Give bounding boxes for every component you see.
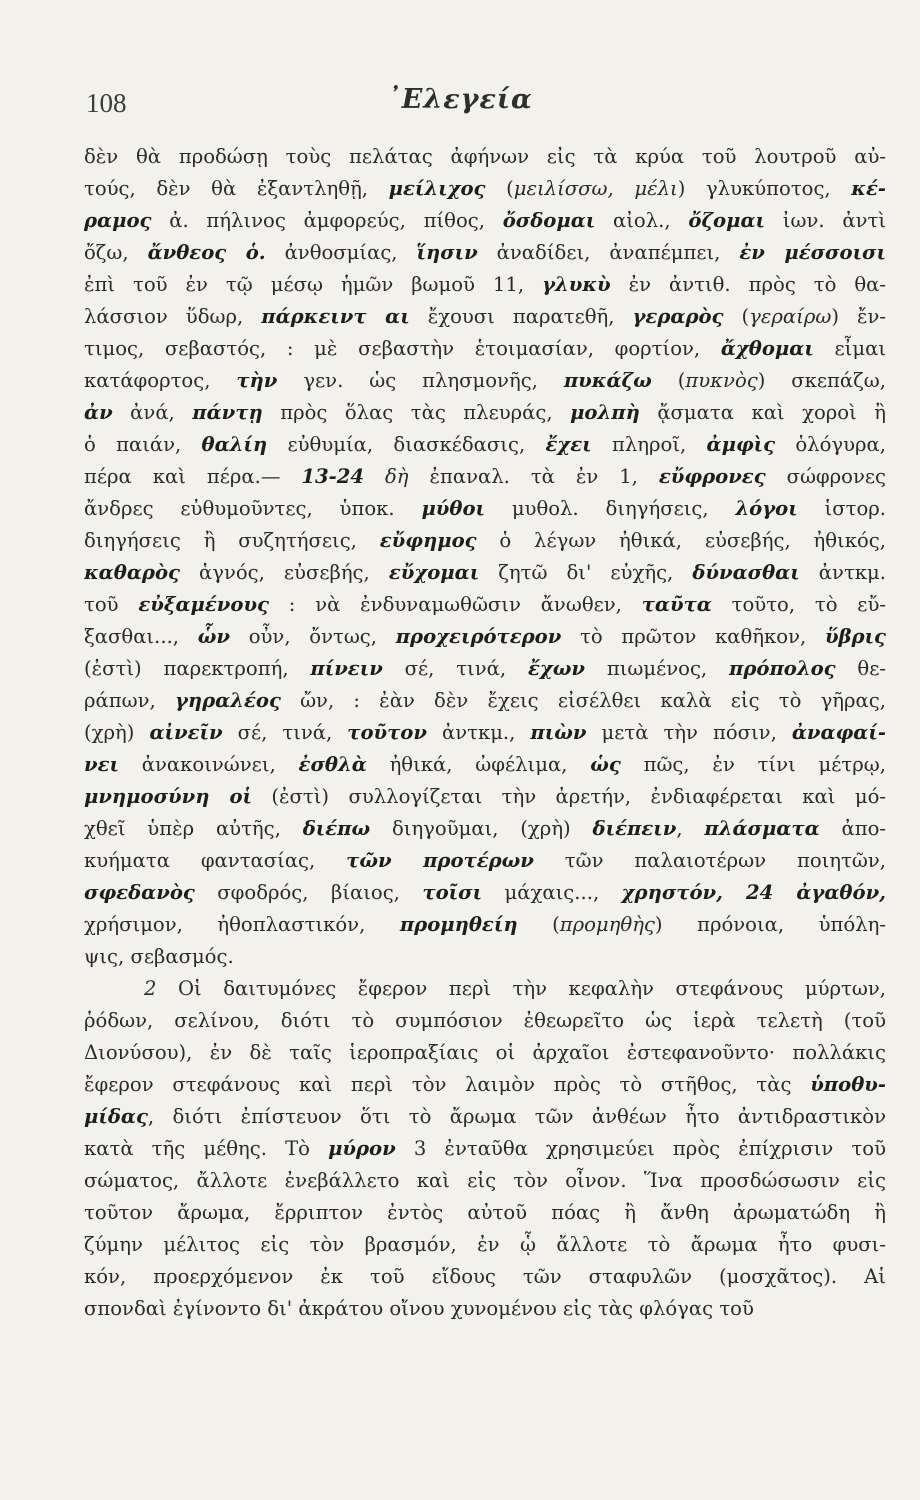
gloss-text: ) σκεπάζω, <box>757 369 886 392</box>
lemma-term: ὕβρις <box>824 625 886 648</box>
gloss-text: θε- <box>835 657 886 680</box>
lemma-term: χρηστόν, 24 ἀγαθόν, <box>621 881 886 904</box>
gloss-text: ( <box>651 369 686 392</box>
lemma-term: ἀν <box>84 401 113 424</box>
gloss-text: τῶν παλαιοτέρων ποιητῶν, <box>533 849 886 872</box>
gloss-text: ἄνδρες εὐθυμοῦντες, ὑποκ. <box>84 497 422 520</box>
lemma-term: ὧν <box>197 625 230 648</box>
italic-text: πυκνὸς <box>685 369 758 392</box>
text-line <box>84 1069 886 1101</box>
lemma-term: εὐξαμένους <box>138 593 269 616</box>
page-number: 108 <box>86 88 127 118</box>
lemma-term: τοῦτον <box>347 721 427 744</box>
lemma-term: λόγοι <box>735 497 798 520</box>
gloss-text: ) γλυκύποτος, <box>677 177 852 200</box>
lemma-term: πρόπολος <box>729 657 836 680</box>
gloss-text: μάχαις..., <box>482 881 622 904</box>
lemma-term: μίδας <box>84 1105 148 1128</box>
gloss-text: ( <box>723 305 750 328</box>
lemma-term: ἄχθομαι <box>720 337 814 360</box>
gloss-text: (ἐστὶ) παρεκτροπή, <box>84 657 311 680</box>
gloss-text: μετὰ τὴν πόσιν, <box>586 721 792 744</box>
gloss-text: ἐν ἀντιθ. πρὸς τὸ θα- <box>610 273 886 296</box>
lemma-term: μύρον <box>328 1137 396 1160</box>
text-line <box>84 333 886 365</box>
lemma-term: ἀμφὶς <box>706 433 776 456</box>
gloss-text: ὁ λέγων ἠθικά, εὐσεβής, ἠθικός, <box>476 529 886 552</box>
gloss-text: πληροῖ, <box>591 433 707 456</box>
text-line <box>84 493 886 525</box>
text-line <box>84 397 886 429</box>
gloss-text: σώφρονες <box>765 465 886 488</box>
text-line <box>84 461 886 493</box>
gloss-text: λάσσιον ὕδωρ, <box>84 305 262 328</box>
lemma-term: καθαρὸς <box>84 561 180 584</box>
gloss-text: ἀνά, <box>112 401 193 424</box>
text-line <box>84 685 886 717</box>
gloss-text: εἶμαι <box>813 337 886 360</box>
running-title: ᾿Ελεγεία <box>387 84 533 115</box>
running-header <box>0 84 920 120</box>
lemma-term: προχειρότερον <box>395 625 562 648</box>
gloss-text: ἀπο- <box>819 817 886 840</box>
lemma-term: ταῦτα <box>641 593 712 616</box>
lemma-term: ἔχει <box>545 433 592 456</box>
gloss-text: ζητῶ δι' εὐχῆς, <box>479 561 693 584</box>
lemma-term: γεραρὸς <box>632 305 724 328</box>
gloss-text: αἰολ., <box>595 209 689 232</box>
lemma-term: προμηθείη <box>399 913 518 936</box>
text-line <box>84 1165 886 1197</box>
lemma-term: αἰνεῖν <box>149 721 223 744</box>
gloss-text: ἔφερον στεφάνους καὶ περὶ τὸν λαιμὸν πρὸς τὸ στῆθος, τὰς <box>84 1073 811 1096</box>
lemma-term: 13-24 <box>301 465 365 488</box>
gloss-text: ᾄσματα καὶ χοροὶ ἢ <box>639 401 886 424</box>
gloss-text: : νὰ ἐνδυναμωθῶσιν ἄνωθεν, <box>269 593 642 616</box>
text-line <box>84 429 886 461</box>
lemma-term: ραμος <box>84 209 152 232</box>
text-line <box>84 877 886 909</box>
lemma-term: ὄζομαι <box>688 209 766 232</box>
gloss-text: ξασθαι..., <box>84 625 198 648</box>
text-line <box>84 269 886 301</box>
gloss-text: τὸ πρῶτον καθῆκον, <box>561 625 825 648</box>
text-line <box>84 973 886 1005</box>
lemma-term: σφεδανὸς <box>84 881 195 904</box>
text-line <box>84 301 886 333</box>
text-line <box>84 781 886 813</box>
text-line <box>84 1261 886 1293</box>
text-line <box>84 941 886 973</box>
lemma-term: πυκάζω <box>563 369 652 392</box>
italic-text: δὴ <box>385 465 409 488</box>
gloss-text: ) πρόνοια, ὑπόλη- <box>654 913 886 936</box>
italic-text: γεραίρω <box>749 305 832 328</box>
lemma-term: γηραλέος <box>174 689 281 712</box>
gloss-text: ὤν, : ἐὰν δὲν ἔχεις εἰσέλθει καλὰ εἰς τὸ γῆρας, <box>280 689 886 712</box>
text-line <box>84 749 886 781</box>
lemma-term: εὔχομαι <box>388 561 480 584</box>
text-line <box>84 845 886 877</box>
gloss-text: ἐπὶ τοῦ ἐν τῷ μέσῳ ἡμῶν βωμοῦ 11, <box>84 273 543 296</box>
gloss-text: ἰων. ἀντὶ <box>765 209 886 232</box>
gloss-text: πρὸς ὅλας τὰς πλευράς, <box>262 401 571 424</box>
lemma-term: ὄσδομαι <box>502 209 596 232</box>
lemma-term: μύθοι <box>421 497 485 520</box>
gloss-text: σέ, τινά, <box>222 721 348 744</box>
gloss-text: δὲν θὰ προδώσῃ τοὺς πελάτας ἀφήνων εἰς τὰ κρύα τοῦ λουτροῦ αὐ- <box>84 145 886 168</box>
lemma-term: ἄνθεος ὁ. <box>147 241 266 264</box>
text-line <box>84 141 886 173</box>
lemma-term: πιὼν <box>530 721 587 744</box>
gloss-text: κατὰ τῆς μέθης. Τὸ <box>84 1137 329 1160</box>
italic-text: 2 <box>144 977 157 1000</box>
gloss-text: σφοδρός, βίαιος, <box>194 881 423 904</box>
gloss-text: ἠθικά, ὠφέλιμα, <box>366 753 591 776</box>
gloss-text: οὖν, ὄντως, <box>230 625 396 648</box>
gloss-text: ράπων, <box>84 689 175 712</box>
lemma-term: πίνειν <box>310 657 383 680</box>
gloss-text: σώματος, ἄλλοτε ἐνεβάλλετο καὶ εἰς τὸν οἶνον. Ἵνα προσδώσωσιν εἰς <box>84 1169 886 1192</box>
gloss-text <box>364 465 385 488</box>
text-line <box>84 173 886 205</box>
text-line <box>84 1037 886 1069</box>
text-line <box>84 1229 886 1261</box>
gloss-text: Διονύσου), ἐν δὲ ταῖς ἱεροπραξίαις οἱ ἀρχαῖοι ἐστεφανοῦντο· πολλάκις <box>84 1041 886 1064</box>
gloss-text: (ἐστὶ) συλλογίζεται τὴν ἀρετήν, ἐνδιαφέρεται καὶ μό- <box>252 785 886 808</box>
gloss-text: γεν. ὡς πλησμονῆς, <box>277 369 564 392</box>
lemma-term: ἐν μέσσοισι <box>739 241 886 264</box>
gloss-text: ῥόδων, σελίνου, διότι τὸ συμπόσιον ἐθεωρεῖτο ὡς ἱερὰ τελετὴ (τοῦ <box>84 1009 886 1032</box>
text-line <box>84 1005 886 1037</box>
lemma-term: εὔφρονες <box>658 465 766 488</box>
lemma-term: τοῖσι <box>422 881 483 904</box>
gloss-text: τοῦτο, τὸ εὔ- <box>711 593 886 616</box>
lemma-term: διέπειν <box>592 817 677 840</box>
lemma-term: πάντῃ <box>192 401 263 424</box>
text-line <box>84 365 886 397</box>
gloss-text: χθεῖ ὑπὲρ αὐτῆς, <box>84 817 303 840</box>
lemma-term: ἀναφαί- <box>791 721 886 744</box>
text-line <box>84 717 886 749</box>
text-line <box>84 909 886 941</box>
gloss-text: ( <box>517 913 560 936</box>
text-line <box>84 1197 886 1229</box>
lemma-term: μείλιχος <box>388 177 486 200</box>
lemma-term: ὑποθυ- <box>810 1073 886 1096</box>
gloss-text: 3 ἐνταῦθα χρησιμεύει πρὸς ἐπίχρισιν τοῦ <box>395 1137 886 1160</box>
gloss-text: κόν, προερχόμενον ἐκ τοῦ εἴδους τῶν σταφυλῶν (μοσχᾶτος). Αἱ <box>84 1265 886 1288</box>
lemma-term: γλυκὺ <box>542 273 611 296</box>
gloss-text: ζύμην μέλιτος εἰς τὸν βρασμόν, ἐν ᾧ ἄλλοτε τὸ ἄρωμα ἦτο φυσι- <box>84 1233 886 1256</box>
text-line <box>84 1133 886 1165</box>
lemma-term: κέ- <box>851 177 886 200</box>
gloss-text: ἱστορ. <box>797 497 886 520</box>
text-line <box>84 813 886 845</box>
gloss-text: ἔχουσι παρατεθῆ, <box>409 305 633 328</box>
lemma-term: μνημοσύνη οἱ <box>84 785 252 808</box>
lemma-term: τὴν <box>236 369 278 392</box>
gloss-text: , <box>676 817 705 840</box>
gloss-text: ἀναδίδει, ἀναπέμπει, <box>477 241 740 264</box>
lemma-term: διέπω <box>302 817 371 840</box>
gloss-text: διηγήσεις ἢ συζητήσεις, <box>84 529 380 552</box>
gloss-text: πῶς, ἐν τίνι μέτρῳ, <box>620 753 886 776</box>
gloss-text: ἀντκμ. <box>799 561 886 584</box>
lemma-term: δύνασθαι <box>692 561 800 584</box>
gloss-text: τοῦτον ἄρωμα, ἔρριπτον ἐντὸς αὐτοῦ πόας ἢ ἄνθη ἀρωματώδη ἢ <box>84 1201 886 1224</box>
text-line <box>84 525 886 557</box>
gloss-text: ὁλόγυρα, <box>775 433 886 456</box>
italic-text: μειλίσσω, μέλι <box>513 177 678 200</box>
lemma-term: νει <box>84 753 119 776</box>
text-line <box>84 589 886 621</box>
gloss-text: τούς, δὲν θὰ ἐξαντληθῇ, <box>84 177 389 200</box>
lemma-term: πάρκειντ αι <box>261 305 410 328</box>
gloss-text: ἀντκμ., <box>426 721 531 744</box>
gloss-text: κατάφορτος, <box>84 369 237 392</box>
lemma-term: εὔφημος <box>379 529 477 552</box>
gloss-text: ἀνθοσμίας, <box>265 241 417 264</box>
lemma-term: ἔχων <box>527 657 585 680</box>
text-line <box>84 557 886 589</box>
gloss-text: μυθολ. διηγήσεις, <box>485 497 736 520</box>
lemma-term: ἐσθλὰ <box>298 753 367 776</box>
text-line <box>84 205 886 237</box>
gloss-text: ἀ. πήλινος ἀμφορεύς, πίθος, <box>151 209 503 232</box>
lemma-term: μολπὴ <box>570 401 640 424</box>
gloss-text: ) ἔν- <box>831 305 886 328</box>
gloss-text: ἐπαναλ. τὰ ἐν 1, <box>408 465 659 488</box>
gloss-text: ψις, σεβασμός. <box>84 945 234 968</box>
gloss-text: Οἱ δαιτυμόνες ἔφερον περὶ τὴν κεφαλὴν στεφάνους μύρτων, <box>156 977 886 1000</box>
italic-text: προμηθὴς <box>559 913 655 936</box>
gloss-text: κυήματα φαντασίας, <box>84 849 347 872</box>
text-line <box>84 621 886 653</box>
lemma-term: ἵησιν <box>416 241 478 264</box>
gloss-text: ὁ παιάν, <box>84 433 202 456</box>
lemma-term: θαλίη <box>201 433 268 456</box>
text-line <box>84 1293 886 1325</box>
gloss-text: , διότι ἐπίστευον ὅτι τὸ ἄρωμα τῶν ἀνθέων ἦτο ἀντιδραστικὸν <box>147 1105 886 1128</box>
lemma-term: πλάσματα <box>704 817 820 840</box>
gloss-text: διηγοῦμαι, (χρὴ) <box>370 817 593 840</box>
text-line <box>84 237 886 269</box>
gloss-text: ἀνακοινώνει, <box>119 753 299 776</box>
gloss-text: πέρα καὶ πέρα.— <box>84 465 302 488</box>
gloss-text: ( <box>485 177 514 200</box>
text-line <box>84 653 886 685</box>
gloss-text: πιωμένος, <box>585 657 729 680</box>
gloss-text: ὄζω, <box>84 241 148 264</box>
gloss-text: τοῦ <box>84 593 139 616</box>
gloss-text: χρήσιμον, ἠθοπλαστικόν, <box>84 913 400 936</box>
gloss-text: ἁγνός, εὐσεβής, <box>179 561 389 584</box>
lemma-term: ὡς <box>590 753 621 776</box>
gloss-text: (χρὴ) <box>84 721 150 744</box>
lemma-term: τῶν προτέρων <box>346 849 534 872</box>
gloss-text: σπονδαὶ ἐγίνοντο δι' ἀκράτου οἴνου χυνομένου εἰς τὰς φλόγας τοῦ <box>84 1297 754 1320</box>
gloss-text: σέ, τινά, <box>382 657 528 680</box>
commentary-text <box>84 141 886 1325</box>
gloss-text: εὐθυμία, διασκέδασις, <box>267 433 546 456</box>
gloss-text: τιμος, σεβαστός, : μὲ σεβαστὴν ἑτοιμασίαν, φορτίον, <box>84 337 721 360</box>
text-line <box>84 1101 886 1133</box>
